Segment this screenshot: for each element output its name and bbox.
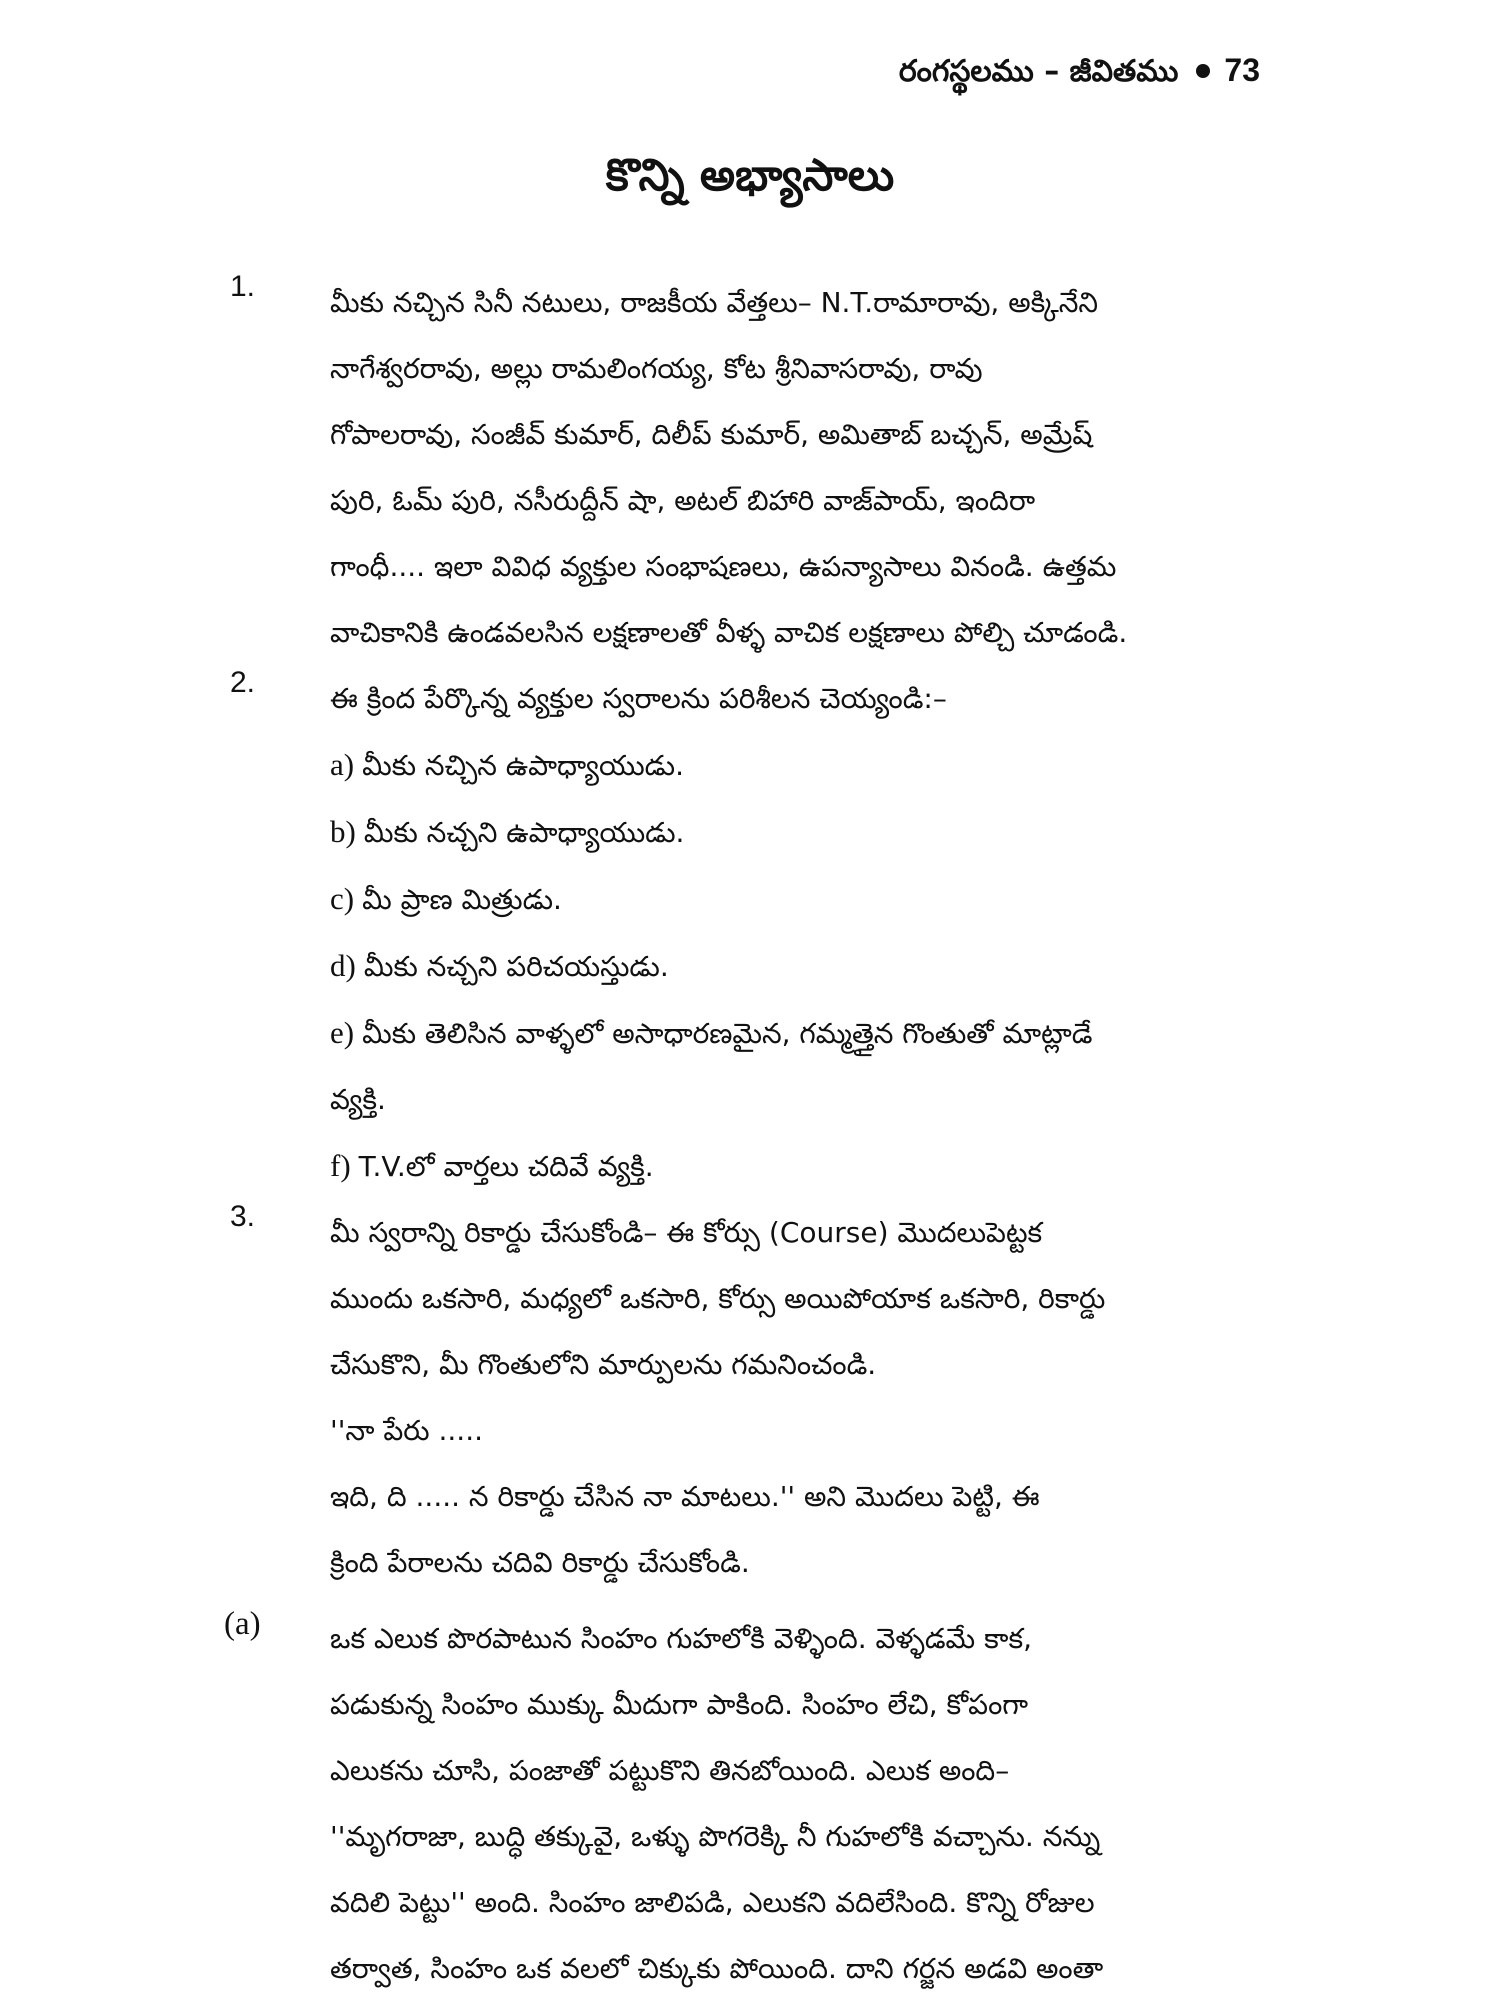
subitem-label: e) <box>330 1015 355 1050</box>
subitem-text: మీకు నచ్చిన ఉపాధ్యాయుడు. <box>362 749 684 782</box>
section-title: కొన్ని అభ్యాసాలు <box>605 150 895 201</box>
subitem-label: a) <box>330 747 355 782</box>
text-line: ఒక ఎలుక పొరపాటున సింహం గుహలోకి వెళ్ళింది. వెళ్ళడమే కాక, <box>330 1622 1033 1655</box>
subitem-b <box>330 799 1290 866</box>
text-line: ఇది, ది ..... న రికార్డు చేసిన నా మాటలు.'' అని మొదలు పెట్టి, ఈ <box>330 1480 1040 1513</box>
subitem-text: మీకు నచ్చని ఉపాధ్యాయుడు. <box>363 816 685 849</box>
text-line: ''మృగరాజా, బుద్ధి తక్కువై, ఒళ్ళు పొగరెక్కి నీ గుహలోకి వచ్చాను. నన్ను <box>330 1820 1101 1853</box>
exercise-list <box>224 270 1290 2002</box>
page-number: 73 <box>1224 52 1260 88</box>
bullet-icon <box>1196 64 1210 78</box>
text-line: వదిలి పెట్టు'' అంది. సింహం జాలిపడి, ఎలుకని వదిలేసింది. కొన్ని రోజుల <box>330 1886 1095 1919</box>
exercise-item-1 <box>230 270 1290 666</box>
text-line: ఎలుకను చూసి, పంజాతో పట్టుకొని తినబోయింది. ఎలుక అంది– <box>330 1754 1010 1787</box>
subitem-f <box>330 1133 1290 1200</box>
subitem-text: మీకు తెలిసిన వాళ్ళలో అసాధారణమైన, గమ్మత్తైన గొంతుతో మాట్లాడే <box>362 1017 1093 1050</box>
subitem-label: b) <box>330 814 356 849</box>
subitem-text: T.V.లో వార్తలు చదివే వ్యక్తి. <box>358 1150 654 1183</box>
text-line: ముందు ఒకసారి, మధ్యలో ఒకసారి, కోర్సు అయిపోయాక ఒకసారి, రికార్డు <box>330 1282 1106 1315</box>
text-line: ''నా పేరు ..... <box>330 1414 483 1447</box>
running-header <box>899 52 1260 96</box>
subitem-label: c) <box>330 881 355 916</box>
text-line: గోపాలరావు, సంజీవ్ కుమార్, దిలీప్ కుమార్, అమితాబ్ బచ్చన్, అమ్రేష్ <box>330 418 1093 451</box>
subitem-text: మీకు నచ్చని పరిచయస్తుడు. <box>363 950 669 983</box>
text-line: చేసుకొని, మీ గొంతులోని మార్పులను గమనించండి. <box>330 1348 877 1381</box>
subitem-text: మీ ప్రాణ మిత్రుడు. <box>362 883 562 916</box>
exercise-item-2 <box>230 666 1290 732</box>
subitem-c <box>330 866 1290 933</box>
text-line: నాగేశ్వరరావు, అల్లు రామలింగయ్య, కోట శ్రీనివాసరావు, రావు <box>330 352 983 385</box>
text-line: ఈ క్రింద పేర్కొన్న వ్యక్తుల స్వరాలను పరిశీలన చెయ్యండి:– <box>330 682 947 715</box>
text-line: పడుకున్న సింహం ముక్కు మీదుగా పాకింది. సింహం లేచి, కోపంగా <box>330 1688 1029 1721</box>
subitem-a <box>330 732 1290 799</box>
text-line: క్రింది పేరాలను చదివి రికార్డు చేసుకోండి. <box>330 1546 750 1579</box>
text-line: మీ స్వరాన్ని రికార్డు చేసుకోండి– ఈ కోర్సు (Course) మొదలుపెట్టక <box>330 1216 1043 1249</box>
subitem-e <box>330 1000 1290 1067</box>
text-line: గాంధీ.... ఇలా వివిధ వ్యక్తుల సంభాషణలు, ఉపన్యాసాలు వినండి. ఉత్తమ <box>330 550 1117 583</box>
passage-item-a <box>224 1606 1290 2002</box>
subitem-label: f) <box>330 1148 351 1183</box>
exercise-number: 1. <box>230 270 256 303</box>
passage-label: (a) <box>224 1606 261 1642</box>
subitem-list <box>230 732 1290 1200</box>
text-line: మీకు నచ్చిన సినీ నటులు, రాజకీయ వేత్తలు– N.T.రామారావు, అక్కినేని <box>330 286 1099 319</box>
text-line: తర్వాత, సింహం ఒక వలలో చిక్కుకు పోయింది. దాని గర్జన అడవి అంతా <box>330 1952 1104 1985</box>
exercise-item-3 <box>230 1200 1290 1596</box>
subitem-e-continued: వ్యక్తి. <box>330 1083 386 1116</box>
exercise-number: 3. <box>230 1200 256 1233</box>
running-title: రంగస్థలము – జీవితము <box>898 54 1179 89</box>
text-line: పురి, ఓమ్ పురి, నసీరుద్దీన్ షా, అటల్ బిహారి వాజ్‌పాయ్, ఇందిరా <box>330 484 1036 517</box>
text-line: వాచికానికి ఉండవలసిన లక్షణాలతో వీళ్ళ వాచిక లక్షణాలు పోల్చి చూడండి. <box>330 616 1128 649</box>
exercise-number: 2. <box>230 666 256 699</box>
subitem-d <box>330 933 1290 1000</box>
subitem-label: d) <box>330 948 356 983</box>
